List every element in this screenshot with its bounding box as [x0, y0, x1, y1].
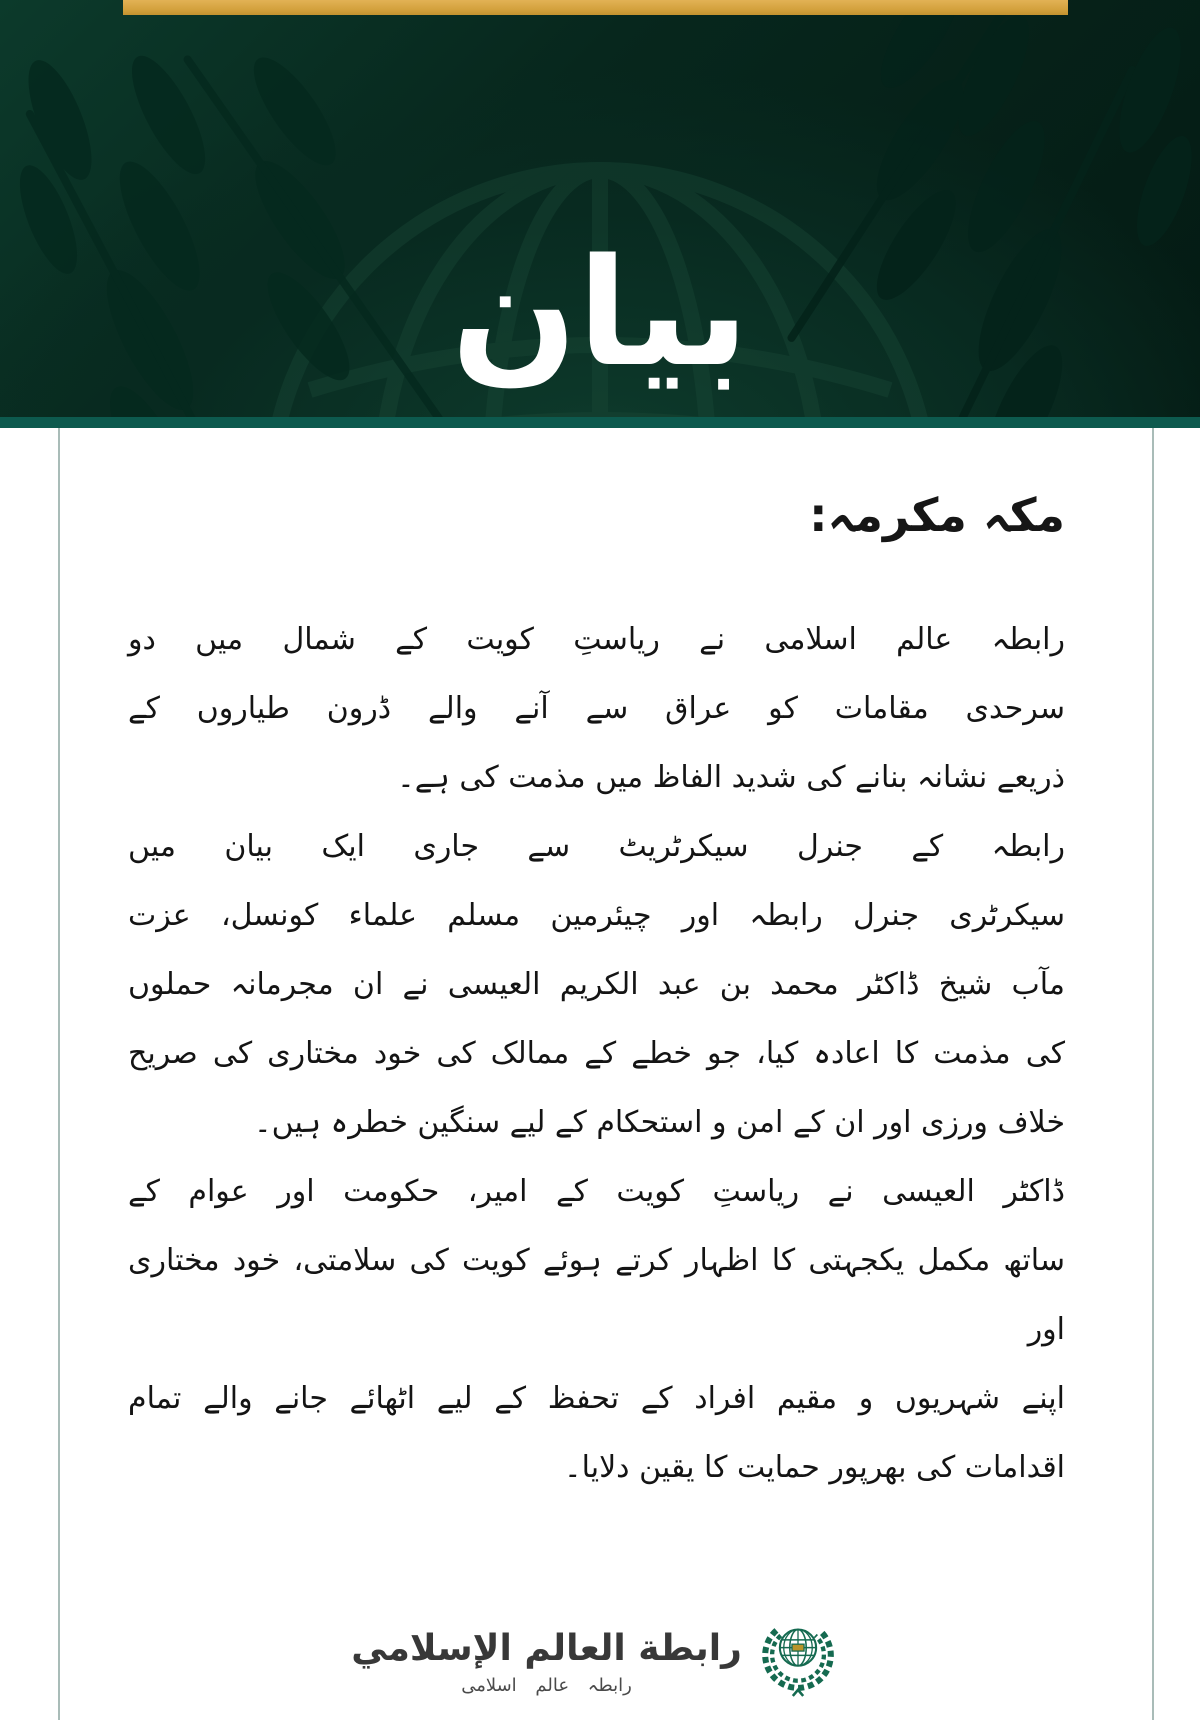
- statement-line: ساتھ مکمل یکجہتی کا اظہار کرتے ہوئے کویت کی سلامتی، خود مختاری اور: [128, 1243, 1065, 1347]
- gold-accent-bar: [123, 0, 1068, 15]
- statement-line: رابطہ کے جنرل سیکرٹریٹ سے جاری ایک بیان میں: [128, 829, 1065, 864]
- statement-line: کی مذمت کا اعادہ کیا، جو خطے کے ممالک کی خود مختاری کی صریح: [128, 1036, 1065, 1071]
- statement-line: اقدامات کی بھرپور حمایت کا یقین دلایا۔: [564, 1450, 1065, 1485]
- mwl-logo-wordmark: [351, 1626, 742, 1696]
- statement-line: خلاف ورزی اور ان کے امن و استحکام کے لیے سنگین خطرہ ہیں۔: [254, 1105, 1065, 1140]
- statement-line: رابطہ عالم اسلامی نے ریاستِ کویت کے شمال میں دو: [128, 622, 1065, 657]
- mwl-logo-subtitle: رابطہ عالم اسلامی: [461, 1675, 632, 1696]
- statement-card: [58, 428, 1154, 1720]
- statement-line: سیکرٹری جنرل رابطہ اور چیئرمین مسلم علماء کونسل، عزت: [128, 898, 1065, 933]
- statement-line: سرحدی مقامات کو عراق سے آنے والے ڈرون طیاروں کے: [128, 691, 1065, 726]
- mwl-footer-logo: [128, 1620, 1065, 1702]
- teal-divider-strip: [0, 417, 1200, 428]
- header-banner: [0, 0, 1200, 417]
- location-heading: مکہ مکرمہ:: [809, 488, 1065, 542]
- statement-line: ڈاکٹر العیسی نے ریاستِ کویت کے امیر، حکومت اور عوام کے: [128, 1174, 1065, 1209]
- statement-line: ذریعے نشانہ بنانے کی شدید الفاظ میں مذمت کی ہے۔: [397, 760, 1065, 795]
- statement-body: [128, 605, 1065, 1502]
- statement-banner-title: بیان: [451, 227, 749, 400]
- statement-line: مآب شیخ ڈاکٹر محمد بن عبد الکریم العیسی نے ان مجرمانہ حملوں: [128, 967, 1065, 1002]
- statement-line: اپنے شہریوں و مقیم افراد کے تحفظ کے لیے اٹھائے جانے والے تمام: [128, 1381, 1065, 1416]
- mwl-globe-wreath-emblem-icon: [754, 1620, 842, 1702]
- mwl-logo-calligraphy: رابطة العالم الإسلامي: [351, 1628, 742, 1669]
